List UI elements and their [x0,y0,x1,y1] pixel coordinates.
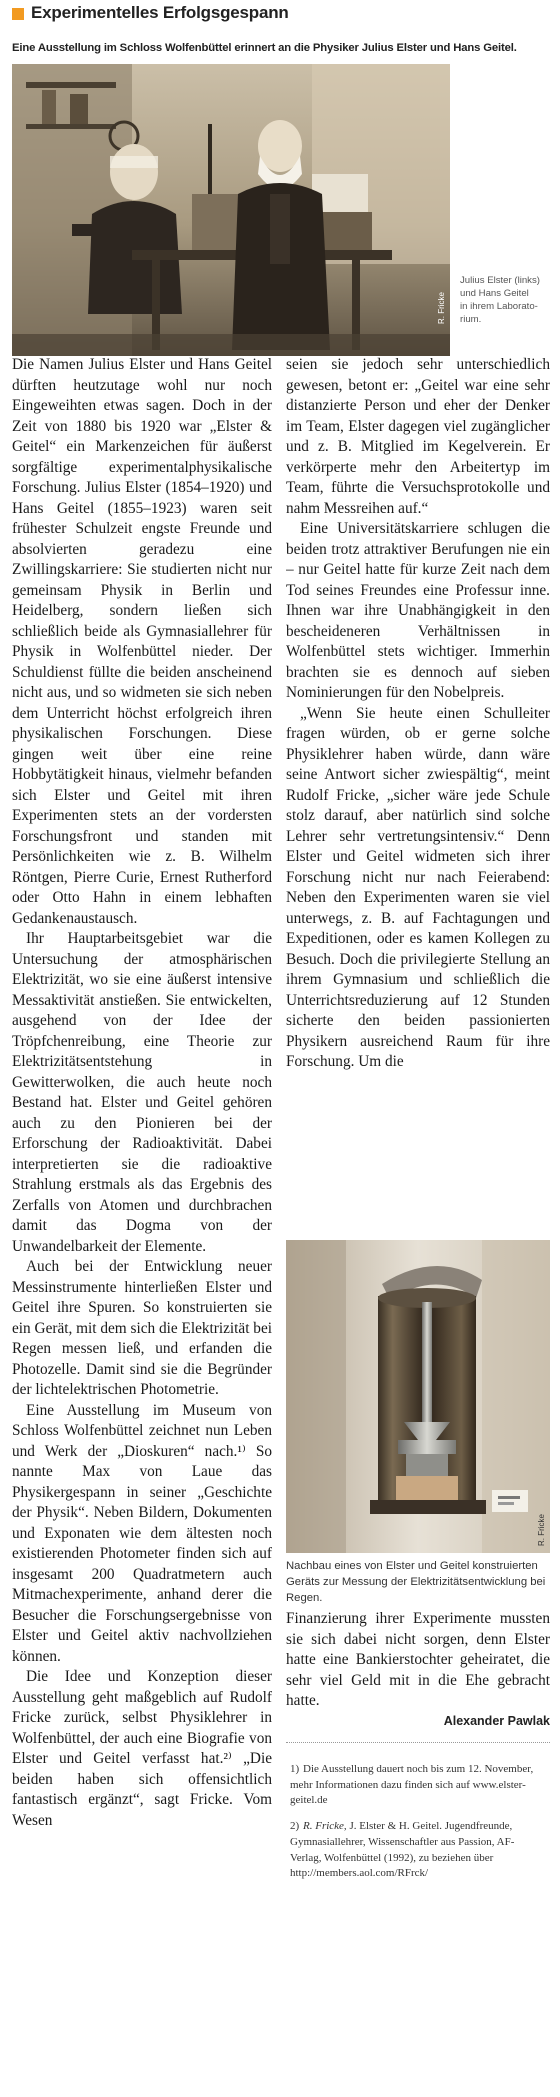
article-paragraph: Ihr Hauptarbeitsgebiet war die Untersuchung der atmosphärischen Elektrizität, wo sie eine äußerst intensive Messaktivität anstießen. Sie entwickelten, ausgehend von der Idee der Tröpfchenreibung, eine Theorie zur Elektrizitätsentstehung in Gewitterwolken, die auch heute noch Bestand hat. Elster und Geitel gehören auch zu den Pionieren bei der Erforschung der Radioaktivität. Dabei interpretierten sie die radioaktive Strahlung erstmals als das Ergebnis des Zerfalls von Atomen und durchbrachen damit das Dogma von der Unwandelbarkeit der Elemente. [12,930,272,1255]
article-paragraph: Eine Universitätskarriere schlugen die beiden trotz attraktiver Berufungen nie ein – nur Geitel hatte für kurze Zeit nach dem Tod seines Freundes eine Professur inne. Ihnen war ihre Unabhängigkeit in den bescheideneren Verhältnissen in Wolfenbüttel stets wichtiger. Immerhin brachten sie es dennoch auf sieben Nominierungen für den Nobelpreis. [286,520,550,701]
photo1-caption [460,274,552,326]
photo1-caption-line: und Hans Geitel [460,288,529,299]
footnote-number: 1) [290,1763,300,1775]
footnote-2 [290,1819,540,1882]
footnote-divider [286,1742,550,1743]
page-title: Experimentelles Erfolgsgespann [31,3,289,22]
article-paragraph: „Wenn Sie heute einen Schulleiter fragen würden, ob er gerne solche Physiklehrer haben würde, dann wäre seine Antwort sicher zwiespältig“, meint Rudolf Fricke, „sicher wäre jede Schule stolz darauf, aber natürlich sind solche Lehrer sehr vertretungsintensiv.“ Denn Elster und Geitel widmeten sich ihrer Forschung nicht nur nach Feierabend: Neben den Experimenten waren sie viel unterwegs, z. B. auf Fachtagungen und Expeditionen, oder es kamen Kollegen zu Besuch. Doch die privilegierte Stellung an ihrem Gymnasium und schließlich die Unterrichtsreduzierung auf 12 Stunden sicherte den beiden passionierten Physikern ausreichend Raum für ihre Forschung. Um die [286,704,550,1070]
article-paragraph: Die Idee und Konzeption dieser Ausstellung geht maßgeblich auf Rudolf Fricke zurück, selbst Physiklehrer in Wolfenbüttel, der auch eine Biografie von Elster und Geitel verfasst hat.²⁾ „Die beiden haben sich offensichtlich fantastisch ergänzt“, sagt Fricke. Vom Wesen [12,1668,272,1829]
article-author: Alexander Pawlak [443,1714,550,1728]
lab-photo [12,64,450,356]
footnote-number: 2) [290,1820,300,1833]
headline-block [12,3,548,27]
footnote-text: J. Elster & H. Geitel. Jugendfreunde, Gymnasiallehrer, Wissenschaftler aus Passion, AF-Verlag, Wolfenbüttel (1992), zu beziehen über http://members.aol.com/RFrck/ [290,1820,515,1880]
apparatus-photo [286,1240,550,1553]
footnote-text: Die Ausstellung dauert noch bis zum 12. November, mehr Informationen dazu finden sich auf www.elster-geitel.de [290,1763,534,1807]
article-paragraph: Eine Ausstellung im Museum von Schloss Wolfenbüttel zeichnet nun Leben und Werk der „Dioskuren“ nach.¹⁾ So nannte Max von Laue das Physikergespann in seiner „Geschichte der Physik“. Neben Bildern, Dokumenten und Exponaten wie dem ältesten noch existierenden Photometer finden sich auf insgesamt 200 Quadratmetern auch Mitmachexperimente, anhand derer die Besucher die Forschungsergebnisse von Elster und Geitel aktiv nachvollziehen können. [12,1401,272,1665]
article-paragraph: Finanzierung ihrer Experimente mussten sie sich dabei nicht sorgen, denn Elster hatte eine Bankierstochter geheiratet, die sehr viel Geld mit in die Ehe gebracht hatte. [286,1610,550,1709]
article-column-right [286,355,550,1245]
photo2-credit: R. Fricke [537,1514,546,1546]
photo2-caption: Nachbau eines von Elster und Geitel konstruierten Geräts zur Messung der Elektrizitätsentwicklung bei Regen. [286,1560,546,1604]
footnote-1 [290,1762,540,1809]
article-continuation [286,1609,550,1712]
article-paragraph: seien sie jedoch sehr unterschiedlich gewesen, betont er: „Geitel war eine sehr distanzierte Person und eher der Denker im Team, Elster dagegen viel zugänglicher und z. B. Mitglied im Kegelverein. Er verkörperte mehr den Arbeitertyp im Team, führte die Versuchsprotokolle und nahm Messreihen auf.“ [286,356,550,517]
article-paragraph: Die Namen Julius Elster und Hans Geitel dürften heutzutage wohl nur noch Eingeweihten etwas sagen. Doch in der Zeit von 1880 bis 1920 war „Elster & Geitel“ ein Markenzeichen für äußerst sorgfältige experimentalphysikalische Forschung. Julius Elster (1854–1920) und Hans Geitel (1855–1923) waren seit frühester Schulzeit engste Freunde und absolvierten geradezu eine Zwillingskarriere: Sie studierten nicht nur gemeinsam Physik in Berlin und Heidelberg, sondern ließen sich schließlich beide als Gymnasiallehrer für Physik in Wolfenbüttel nieder. Der Schuldienst füllte die beiden anscheinend nicht aus, und so widmeten sie sich neben dem Unterricht höchst erfolgreich ihren physikalischen Forschungen. Diese gingen weit über eine reine Hobbytätigkeit hinaus, vielmehr befanden sich Elster und Geitel mit ihren Experimenten stets an der vordersten Forschungsfront und standen mit Persönlichkeiten wie z. B. Wilhelm Röntgen, Pierre Curie, Ernest Rutherford oder Otto Hahn in einem lebhaften Gedankenaustausch. [12,356,272,927]
headline-accent-square [12,8,24,20]
footnotes [290,1762,540,1892]
photo1-caption-line: rium. [460,314,482,325]
photo1-caption-line: in ihrem Laborato- [460,301,538,312]
article-paragraph: Auch bei der Entwicklung neuer Messinstrumente hinterließen Elster und Geitel ihre Spuren. So konstruierten sie ein Gerät, mit dem sich die Elektrizität bei Regen messen ließ, und erfanden die Photozelle. Damit sind sie die Begründer der lichtelektrischen Photometrie. [12,1258,272,1398]
footnote-author: R. Fricke, [303,1820,347,1833]
page-subtitle: Eine Ausstellung im Schloss Wolfenbüttel erinnert an die Physiker Julius Elster und Hans Geitel. [12,42,517,54]
photo1-caption-line: Julius Elster (links) [460,275,540,286]
photo1-credit: R. Fricke [437,292,446,324]
article-column-left [12,355,272,2097]
